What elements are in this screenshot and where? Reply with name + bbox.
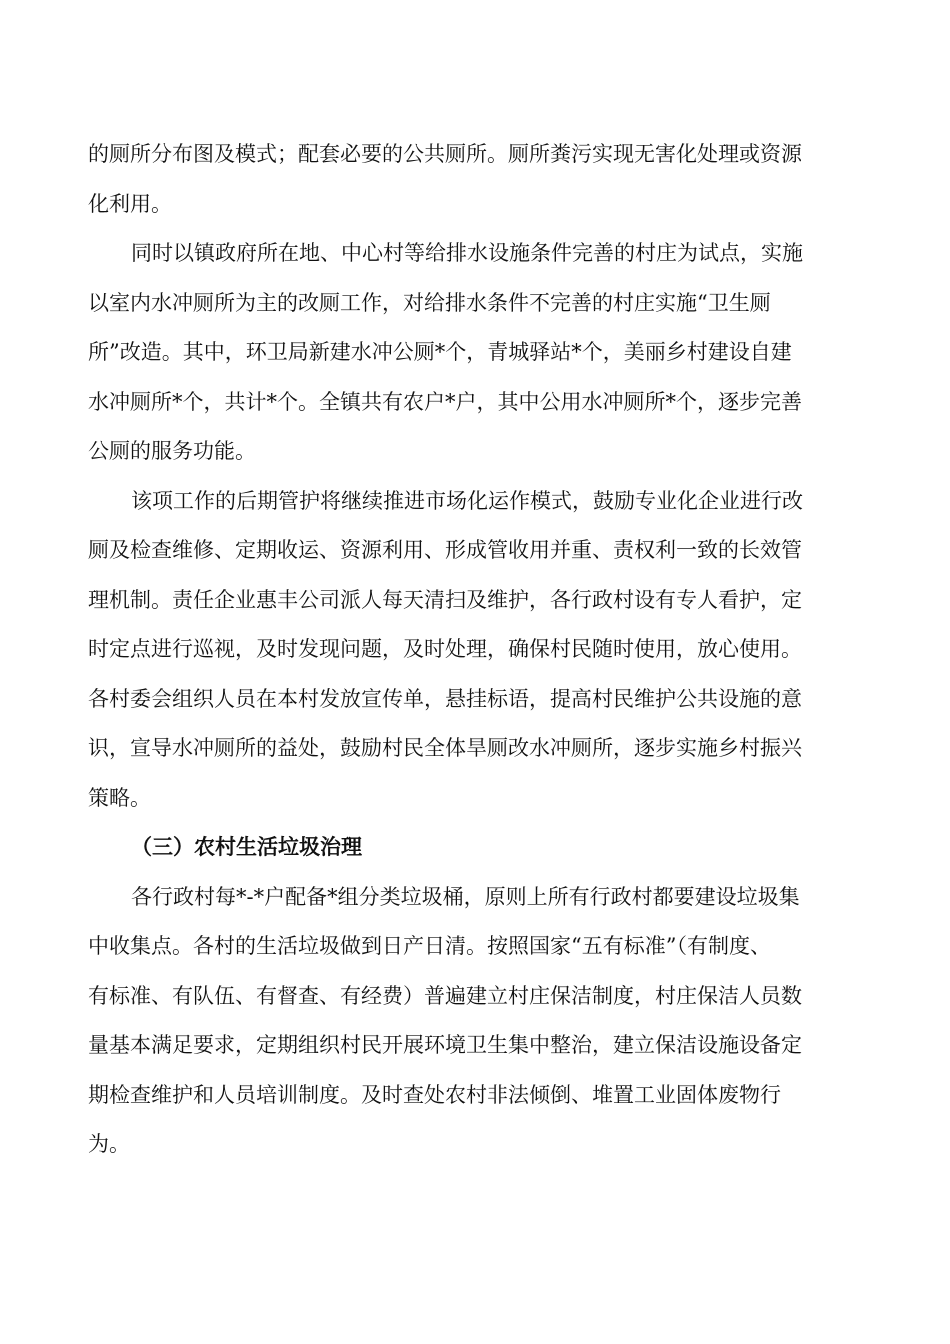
text-line: 各行政村每*-*户配备*组分类垃圾桶，原则上所有行政村都要建设垃圾集 (131, 884, 800, 909)
text-line: 公厕的服务功能。 (88, 439, 256, 463)
text-line: 以室内水冲厕所为主的改厕工作，对给排水条件不完善的村庄实施“卫生厕 (88, 290, 771, 315)
text-line: 水冲厕所*个，共计*个。全镇共有农户*户，其中公用水冲厕所*个，逐步完善 (88, 389, 802, 414)
document-body (88, 130, 864, 1170)
paragraph-garbage-treatment (88, 873, 864, 1170)
text-line: 理机制。责任企业惠丰公司派人每天清扫及维护，各行政村设有专人看护，定 (88, 587, 802, 612)
text-line: 厕及检查维修、定期收运、资源利用、形成管收用并重、责权利一致的长效管 (88, 538, 802, 562)
text-line: 所”改造。其中，环卫局新建水冲公厕*个，青城驿站*个，美丽乡村建设自建 (88, 340, 792, 364)
text-line: 识，宣导水冲厕所的益处，鼓励村民全体旱厕改水冲厕所，逐步实施乡村振兴 (88, 736, 802, 760)
text-line: 的厕所分布图及模式；配套必要的公共厕所。厕所粪污实现无害化处理或资源 (88, 142, 802, 166)
text-line: 策略。 (88, 785, 151, 810)
text-line: 同时以镇政府所在地、中心村等给排水设施条件完善的村庄为试点，实施 (131, 241, 803, 265)
text-line: 时定点进行巡视，及时发现问题，及时处理，确保村民随时使用，放心使用。 (88, 637, 802, 661)
paragraph-maintenance-management (88, 477, 864, 824)
text-line: 期检查维护和人员培训制度。及时查处农村非法倾倒、堆置工业固体废物行 (88, 1082, 781, 1107)
text-line: 为。 (88, 1132, 130, 1156)
paragraph-toilet-distribution (88, 130, 864, 229)
text-line: 有标准、有队伍、有督查、有经费）普遍建立村庄保洁制度，村庄保洁人员数 (88, 983, 802, 1008)
text-line: 中收集点。各村的生活垃圾做到日产日清。按照国家“五有标准”（有制度、 (88, 934, 771, 958)
section-heading: （三）农村生活垃圾治理 (131, 835, 362, 859)
text-line: 该项工作的后期管护将继续推进市场化运作模式，鼓励专业化企业进行改 (131, 488, 803, 513)
text-line: 各村委会组织人员在本村发放宣传单，悬挂标语，提高村民维护公共设施的意 (88, 686, 802, 711)
paragraph-pilot-toilet-renovation (88, 229, 864, 477)
text-line: 化利用。 (88, 191, 172, 216)
text-line: 量基本满足要求，定期组织村民开展环境卫生集中整治，建立保洁设施设备定 (88, 1033, 802, 1057)
